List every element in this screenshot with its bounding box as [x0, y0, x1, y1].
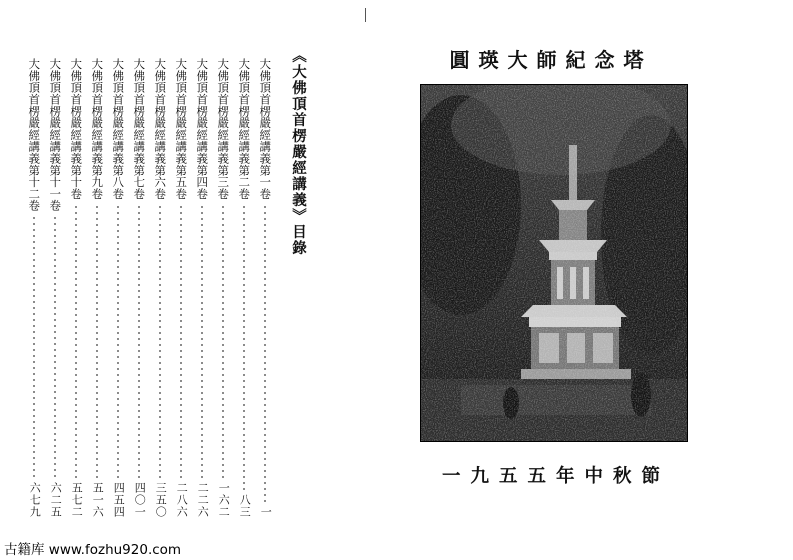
toc-entry[interactable]: [67, 58, 85, 518]
memorial-title: 圓瑛大師紀念塔: [449, 48, 653, 72]
toc-entry-title: 大佛頂首楞嚴經講義第九卷: [90, 58, 105, 200]
toc-entry-title: 大佛頂首楞嚴經講義第六卷: [153, 58, 168, 200]
toc-entry[interactable]: [151, 58, 169, 518]
toc-entry-title: 大佛頂首楞嚴經講義第十二卷: [27, 58, 42, 212]
toc-leader-dots: [75, 204, 77, 479]
toc-leader-dots: [180, 204, 182, 479]
toc-entry[interactable]: [25, 58, 43, 518]
toc-entry-title: 大佛頂首楞嚴經講義第四卷: [195, 58, 210, 200]
toc-entry[interactable]: [172, 58, 190, 518]
toc-leader-dots: [159, 204, 161, 479]
toc-entry-title: 大佛頂首楞嚴經講義第十一卷: [48, 58, 63, 212]
toc-entry[interactable]: [109, 58, 127, 518]
toc-entry-page: 八三: [238, 494, 252, 518]
toc-entry-page: 一: [259, 506, 273, 518]
toc-entry-title: 大佛頂首楞嚴經講義第十卷: [69, 58, 84, 200]
toc-entry[interactable]: [88, 58, 106, 518]
toc-entry-title: 大佛頂首楞嚴經講義第三卷: [216, 58, 231, 200]
toc-entry[interactable]: [235, 58, 253, 518]
toc-entry-page: 一六二: [217, 482, 231, 518]
toc-leader-dots: [117, 204, 119, 479]
toc-entry[interactable]: [130, 58, 148, 518]
toc-entry-page: 四五四: [112, 482, 126, 518]
toc-entry[interactable]: [46, 58, 64, 518]
toc-entry-page: 二八六: [175, 482, 189, 518]
page-edge-mark: [365, 8, 366, 22]
toc-entry-title: 大佛頂首楞嚴經講義第七卷: [132, 58, 147, 200]
toc-heading: 《大佛頂首楞嚴經講義》目錄: [290, 48, 306, 256]
toc-entry-page: 二二六: [196, 482, 210, 518]
pagoda-photo: [420, 84, 688, 442]
toc-entry-title: 大佛頂首楞嚴經講義第一卷: [258, 58, 273, 200]
toc-page: [0, 0, 396, 560]
toc-leader-dots: [54, 215, 56, 479]
toc-entry-page: 五七二: [70, 482, 84, 518]
toc-leader-dots: [96, 204, 98, 479]
toc-entry[interactable]: [256, 58, 274, 518]
toc-leader-dots: [33, 215, 35, 479]
toc-entry-page: 四〇一: [133, 482, 147, 518]
toc-entry-page: 六二五: [49, 482, 63, 518]
toc-entry-page: 五一六: [91, 482, 105, 518]
photo-page: [396, 0, 793, 560]
toc-leader-dots: [264, 204, 266, 503]
toc-leader-dots: [222, 204, 224, 479]
pagoda-photo-icon: [421, 85, 687, 441]
toc-entry-title: 大佛頂首楞嚴經講義第五卷: [174, 58, 189, 200]
toc-entry[interactable]: [214, 58, 232, 518]
toc-entry-title: 大佛頂首楞嚴經講義第八卷: [111, 58, 126, 200]
toc-entry-page: 六七九: [28, 482, 42, 518]
toc-entry-title: 大佛頂首楞嚴經講義第二卷: [237, 58, 252, 200]
site-watermark[interactable]: 古籍库 www.fozhu920.com: [4, 542, 182, 558]
toc-leader-dots: [243, 204, 245, 491]
toc-leader-dots: [201, 204, 203, 479]
toc-entry-page: 三五〇: [154, 482, 168, 518]
date-caption: 一九五五年中秋節: [441, 466, 670, 487]
toc-leader-dots: [138, 204, 140, 479]
toc-entry[interactable]: [193, 58, 211, 518]
